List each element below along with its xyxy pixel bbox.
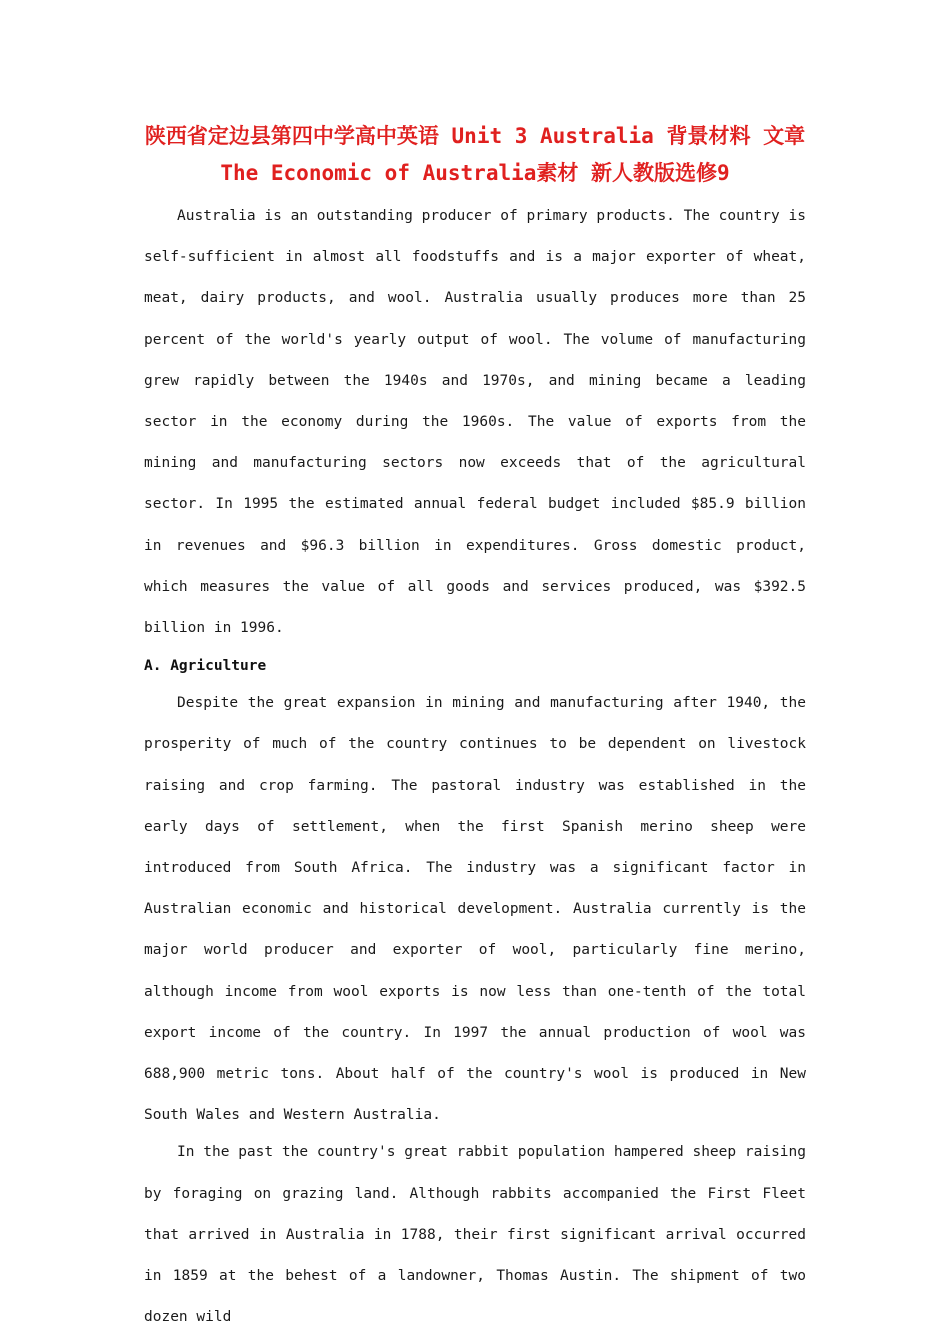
section-a-heading: A. Agriculture bbox=[144, 658, 267, 675]
document-title bbox=[144, 118, 806, 192]
title-line-2: The Economic of Australia素材 新人教版选修9 bbox=[220, 161, 730, 185]
agriculture-paragraph-1: Despite the great expansion in mining and manufacturing after 1940, the prosperity of much of the country continues to be dependent on livestock raising and crop farming. The pastoral industry was established in the early days of settlement, when the first Spanish merino sheep were introduced from South Africa. The industry was a significant factor in Australian economic and historical development. Australia currently is the major world producer and exporter of wool, particularly fine merino, although income from wool exports is now less than one-tenth of the total export income of the country. In 1997 the annual production of wool was 688,900 metric tons. About half of the country's wool is produced in New South Wales and Western Australia. bbox=[144, 695, 806, 1124]
title-line-1: 陕西省定边县第四中学高中英语 Unit 3 Australia 背景材料 文章 bbox=[144, 124, 806, 148]
intro-paragraph: Australia is an outstanding producer of primary products. The country is self-sufficient in almost all foodstuffs and is a major exporter of wheat, meat, dairy products, and wool. Australia usually produces more than 25 percent of the world's yearly output of wool. The volume of manufacturing grew rapidly between the 1940s and 1970s, and mining became a leading sector in the economy during the 1960s. The value of exports from the mining and manufacturing sectors now exceeds that of the agricultural sector. In 1995 the estimated annual federal budget included $85.9 billion in revenues and $96.3 billion in expenditures. Gross domestic product, which measures the value of all goods and services produced, was $392.5 billion in 1996. bbox=[144, 208, 806, 637]
agriculture-paragraph-2: In the past the country's great rabbit population hampered sheep raising by foraging on grazing land. Although rabbits accompanied the First Fleet that arrived in Australia in 1788, their first significant arrival occurred in 1859 at the behest of a landowner, Thomas Austin. The shipment of two dozen wild bbox=[144, 1144, 806, 1326]
document-page bbox=[144, 118, 806, 1338]
